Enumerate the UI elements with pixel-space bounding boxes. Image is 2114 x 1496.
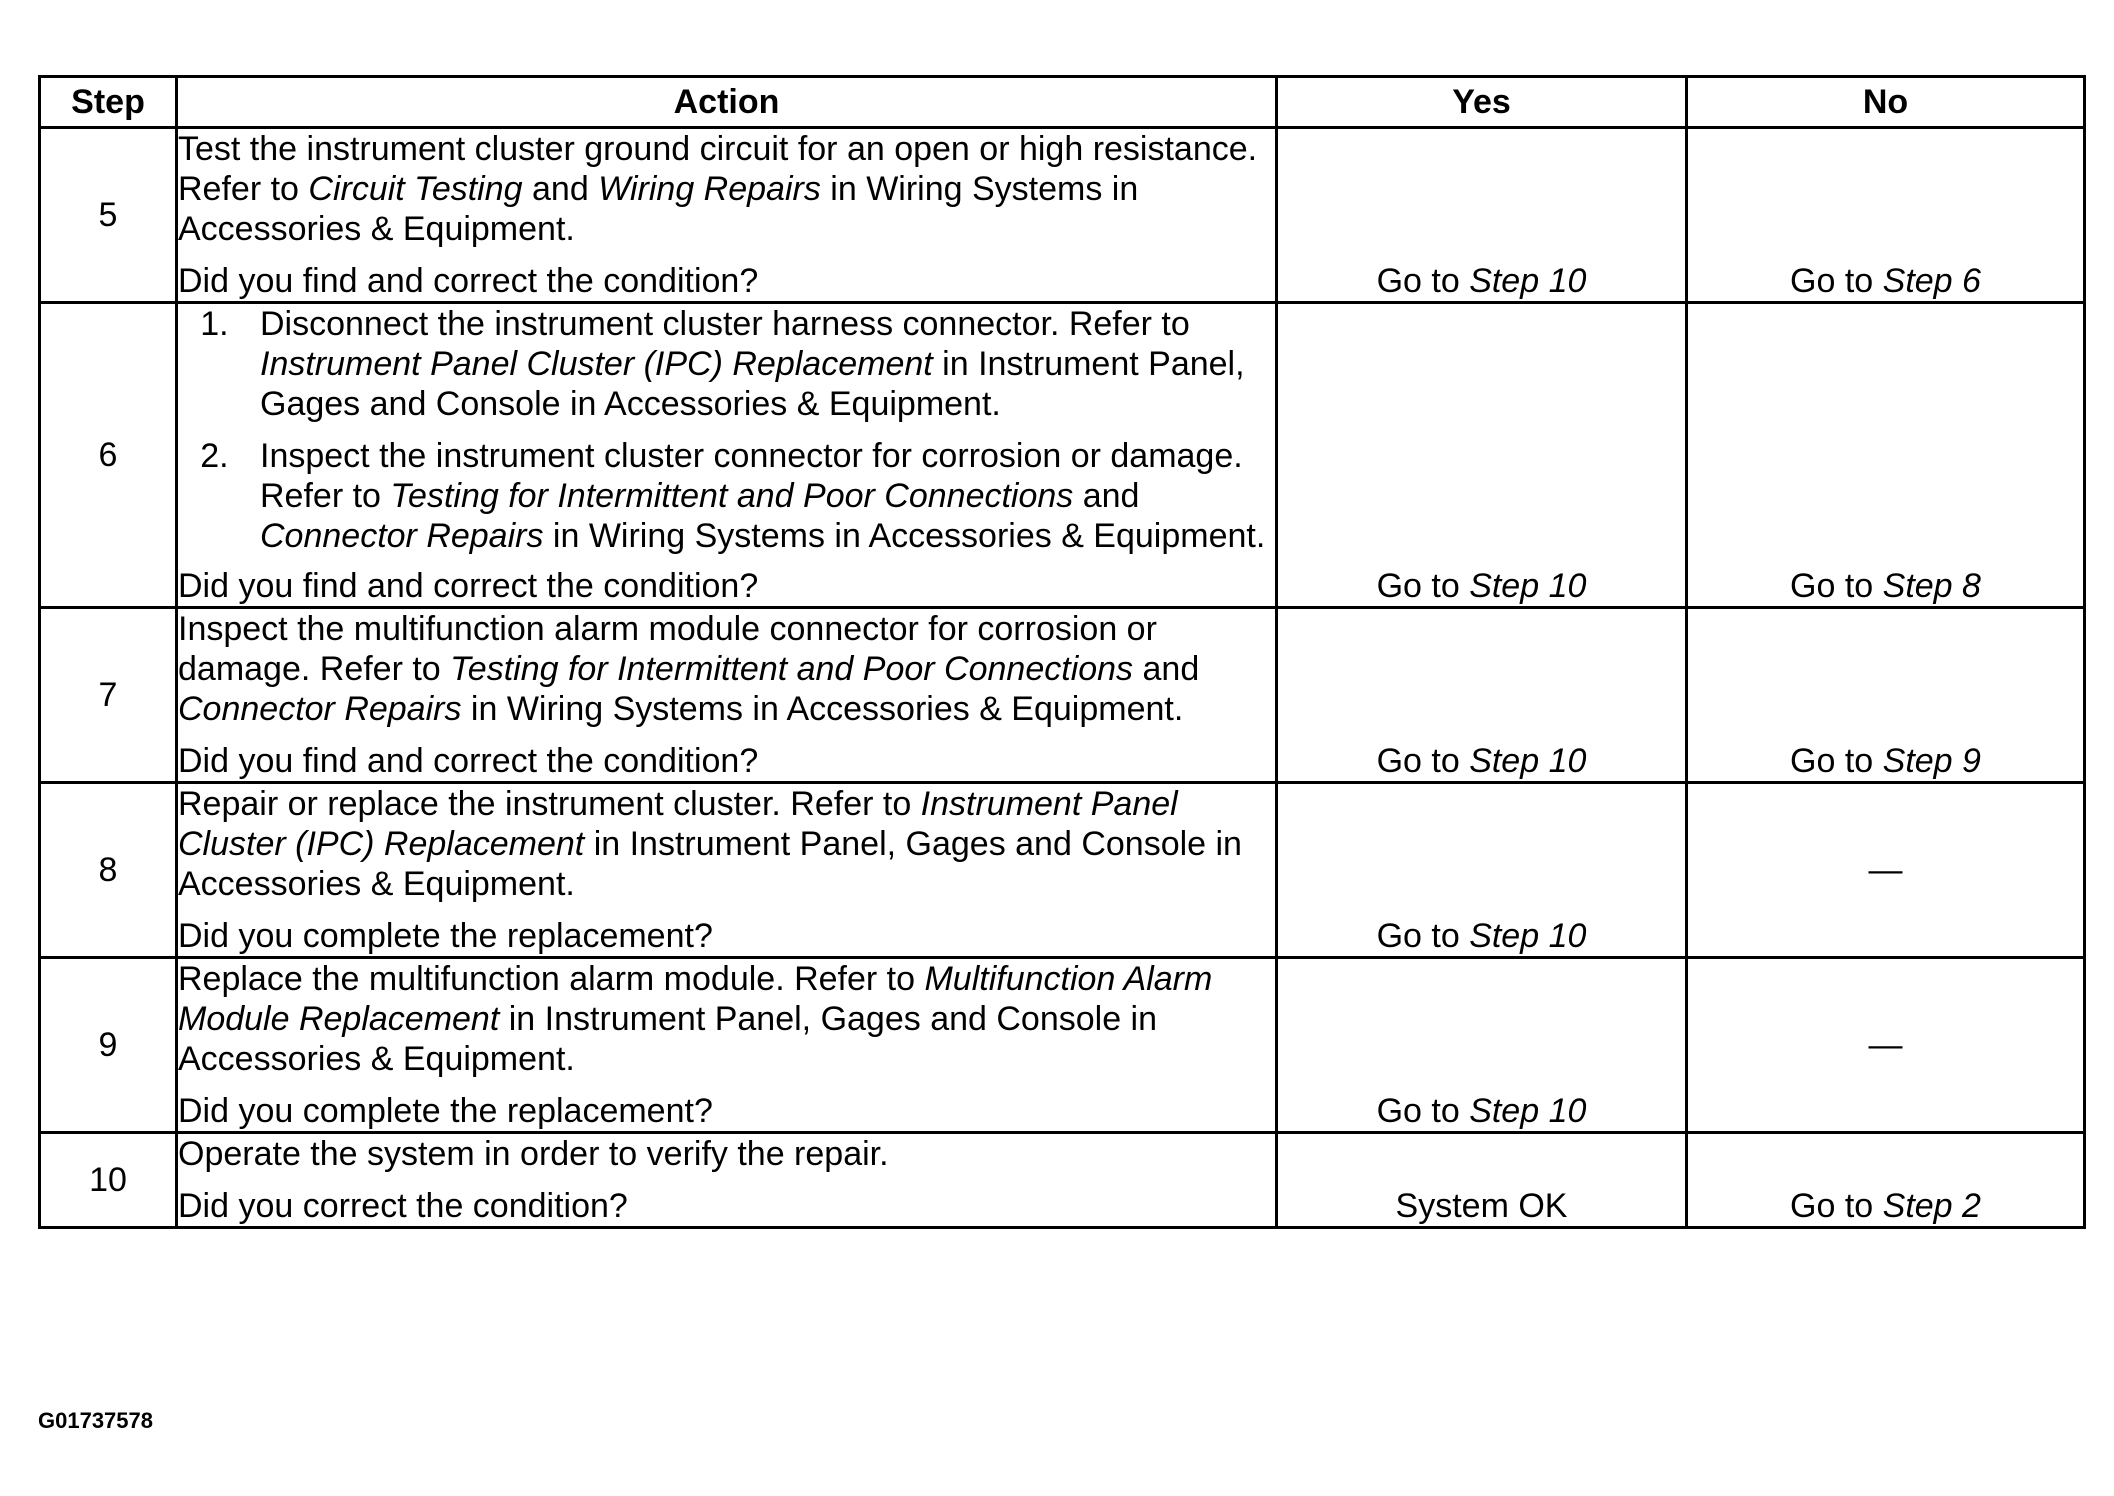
action-question: Did you find and correct the condition? [178,262,759,300]
table-row [40,783,2085,958]
action-list-item: 2. Inspect the instrument cluster connector for corrosion or damage. Refer to Testing for Intermittent and Poor Connections and Connector Repairs in Wiring Systems in Accessories & Equipment. [238,436,1275,556]
action-text: Operate the system in order to verify the repair. [178,1135,889,1173]
yes-text: Go to [1376,1092,1470,1130]
yes-step-ref: Step 10 [1469,262,1587,300]
action-cell [177,128,1277,303]
no-step-ref: Step 9 [1882,742,1981,780]
action-cell [177,303,1277,608]
action-cell [177,958,1277,1133]
table-row [40,608,2085,783]
reference-text: Instrument Panel Cluster (IPC) Replacement [178,785,1178,863]
step-number: 5 [40,128,177,303]
header-step: Step [40,77,177,128]
figure-id: G01737578 [38,1408,153,1433]
header-action: Action [177,77,1277,128]
yes-text: Go to [1376,567,1470,605]
action-question: Did you complete the replacement? [178,917,713,955]
action-text: Replace the multifunction alarm module. Refer to Multifunction Alarm Module Replacement in Instrument Panel, Gages and Console in Accessories & Equipment. [178,960,1213,1078]
action-list [178,304,1275,556]
table-row [40,128,2085,303]
yes-text: Go to [1376,262,1470,300]
header-no: No [1687,77,2085,128]
no-text: Go to [1790,1187,1883,1225]
no-text: — [1868,1025,1903,1064]
reference-text: Wiring Repairs [598,170,821,208]
reference-text: Circuit Testing [308,170,523,208]
no-cell [1687,303,2085,608]
step-number: 9 [40,958,177,1133]
yes-cell [1277,608,1687,783]
action-text: Inspect the multifunction alarm module connector for corrosion or damage. Refer to Testing for Intermittent and Poor Connections and Connector Repairs in Wiring Systems in Accessories & Equipment. [178,610,1200,728]
action-question: Did you find and correct the condition? [178,567,759,605]
table-row [40,303,2085,608]
no-text: — [1868,850,1903,889]
action-list-item: 1. Disconnect the instrument cluster harness connector. Refer to Instrument Panel Cluster (IPC) Replacement in Instrument Panel, Gages and Console in Accessories & Equipment. [238,304,1275,424]
yes-step-ref: Step 10 [1469,567,1587,605]
yes-cell [1277,783,1687,958]
action-cell [177,783,1277,958]
yes-text: Go to [1376,917,1470,955]
yes-cell [1277,128,1687,303]
action-cell [177,608,1277,783]
table-body [40,128,2085,1228]
step-number: 8 [40,783,177,958]
reference-text: Testing for Intermittent and Poor Connections [450,650,1134,688]
yes-cell [1277,1133,1687,1228]
reference-text: Connector Repairs [178,690,462,728]
no-text: Go to [1790,742,1883,780]
action-text: Repair or replace the instrument cluster. Refer to Instrument Panel Cluster (IPC) Replacement in Instrument Panel, Gages and Console in Accessories & Equipment. [178,785,1242,903]
action-cell [177,1133,1277,1228]
yes-step-ref: Step 10 [1469,742,1587,780]
yes-step-ref: Step 10 [1469,1092,1587,1130]
yes-step-ref: Step 10 [1469,917,1587,955]
reference-text: Connector Repairs [260,517,544,555]
diagnostic-table [38,75,2086,1229]
no-cell [1687,783,2085,958]
yes-cell [1277,303,1687,608]
reference-text: Instrument Panel Cluster (IPC) Replacement [260,345,933,383]
step-number: 6 [40,303,177,608]
no-step-ref: Step 6 [1882,262,1981,300]
header-yes: Yes [1277,77,1687,128]
action-question: Did you correct the condition? [178,1187,628,1225]
step-number: 7 [40,608,177,783]
no-text: Go to [1790,567,1883,605]
yes-cell [1277,958,1687,1133]
table-row [40,1133,2085,1228]
no-cell [1687,958,2085,1133]
no-text: Go to [1790,262,1883,300]
action-text: Test the instrument cluster ground circuit for an open or high resistance. Refer to Circuit Testing and Wiring Repairs in Wiring Systems in Accessories & Equipment. [178,130,1258,248]
no-cell [1687,128,2085,303]
no-cell [1687,1133,2085,1228]
no-cell [1687,608,2085,783]
reference-text: Testing for Intermittent and Poor Connections [390,477,1074,515]
no-step-ref: Step 2 [1882,1187,1981,1225]
reference-text: Multifunction Alarm Module Replacement [178,960,1213,1038]
step-number: 10 [40,1133,177,1228]
no-step-ref: Step 8 [1882,567,1981,605]
yes-text: System OK [1395,1187,1568,1225]
action-question: Did you find and correct the condition? [178,742,759,780]
table-row [40,958,2085,1133]
header-row [40,77,2085,128]
yes-text: Go to [1376,742,1470,780]
action-question: Did you complete the replacement? [178,1092,713,1130]
